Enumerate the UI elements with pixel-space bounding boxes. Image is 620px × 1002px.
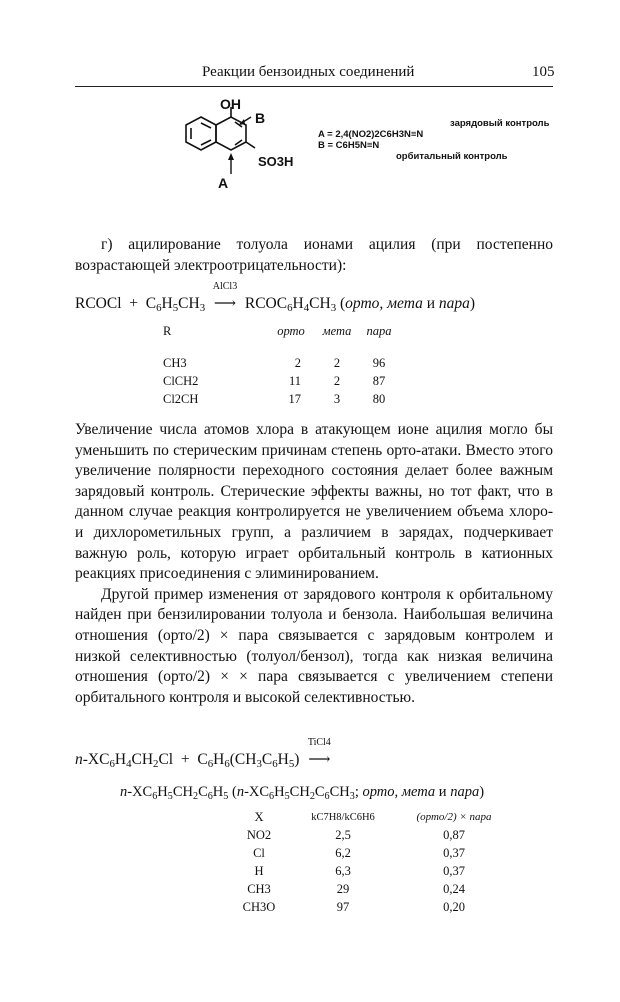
structure-notes — [318, 118, 549, 162]
header-meta: мета — [322, 323, 352, 338]
reaction-2: $n-XC_6H_4CH_2Cl + C_6H_6(CH_3C_6H_5)$ TiCl4 ⟶ — [75, 750, 335, 769]
note-charge: зарядовый контроль — [450, 118, 550, 129]
table-row: NO2 2,5 0,87 — [246, 827, 465, 842]
table-row: CH3O 97 0,20 — [242, 899, 465, 914]
header-r: R — [163, 323, 172, 338]
header-x: X — [254, 809, 264, 824]
table-row: CH3 29 0,24 — [247, 881, 465, 896]
running-title: Реакции бензоидных соединений — [202, 64, 415, 80]
table-row: ClCH2 11 2 87 — [163, 373, 386, 388]
header-ratio: kC7H8/kC6H6 — [311, 811, 375, 823]
note-b: B = C6H5N≡N — [318, 140, 380, 151]
reaction-1-arrow: AlCl3 ⟶ — [212, 281, 238, 312]
header-ortho: орто — [277, 323, 305, 338]
body-text — [75, 420, 553, 708]
note-orbital: орбитальный контроль — [396, 151, 508, 162]
a-label: A — [218, 175, 229, 191]
oh-label: OH — [220, 96, 241, 112]
table-row: Cl2CH 17 3 80 — [163, 391, 386, 406]
header-para: пара — [366, 323, 392, 338]
header-rule — [75, 86, 553, 87]
table-row: Cl 6,2 0,37 — [253, 845, 465, 860]
acylation-table — [163, 322, 399, 408]
b-label: B — [255, 110, 266, 126]
section-g-text: г) ацилирование толуола ионами ацилия (при постепенно возрастающей электроотрицательности): — [75, 236, 553, 274]
table-row: H 6,3 0,37 — [254, 863, 465, 878]
paragraph-2: Другой пример изменения от зарядового контроля к орбитальному найден при бензилировании толуола и бензола. Наибольшая величина отношения (орто/2) × пара связывается с зарядовым контролем и низкой селективностью (толуол/бензол), тогда как низкая величина отношения (орто/2) × × пара связывается с увеличением степени орбитального контроля и высокой селективностью. — [75, 585, 553, 706]
reaction-2-arrow: TiCl4 ⟶ — [307, 737, 331, 768]
page-number: 105 — [532, 64, 555, 80]
so3h-label: SO3H — [258, 154, 294, 169]
reaction-2-products: $n-XC_6H_5CH_2C_6H_5$ ($n-XC_6H_5CH_2C_6CH_3$; орто, мета и пара) — [120, 784, 485, 802]
header-product: (орто/2) × пара — [416, 811, 492, 823]
benzylation-table — [230, 808, 510, 916]
table-row: CH3 2 2 96 — [163, 355, 386, 370]
note-a: A = 2,4(NO2)2C6H3N≡N — [318, 129, 424, 140]
reaction-1: RCOCl + $C_6H_5CH_3$ AlCl3 ⟶ $RCOC_6H_4CH_3$ (орто, мета и пара) — [75, 281, 476, 314]
paragraph-1: Увеличение числа атомов хлора в атакующем ионе ацилия могло бы уменьшить по стерическим причинам степень орто-атаки. Вместо этого увеличение полярности переходного состояния делает более важным зарядовый контроль. Стерические эффекты важны, но тот факт, что в данном случае реакция контролируется не увеличением объема хлоро- и дихлорометильных групп, а различием в зарядах, подчеркивает важную роль, которую играет орбитальный контроль в катионных реакциях присоединения с элиминированием. — [75, 421, 553, 583]
